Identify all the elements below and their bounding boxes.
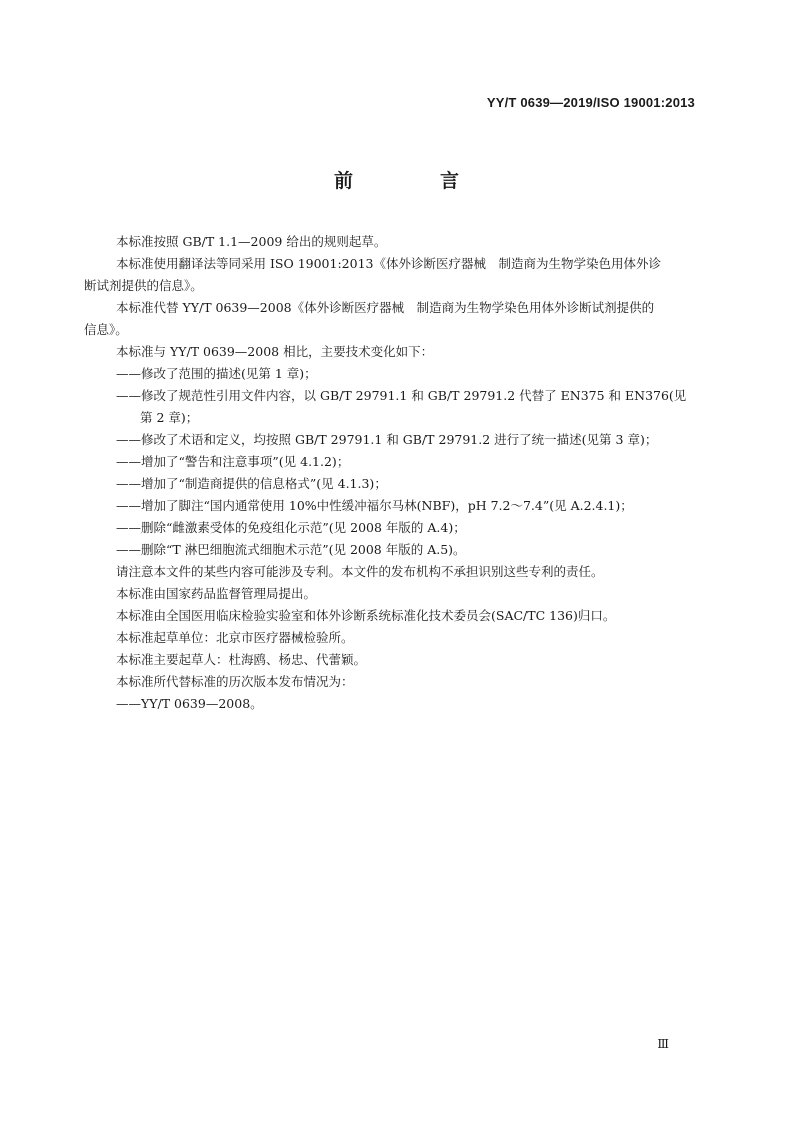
paragraph-line: 本标准主要起草人：杜海鸥、杨忠、代蕾颖。	[116, 652, 367, 667]
paragraph-line: 请注意本文件的某些内容可能涉及专利。本文件的发布机构不承担识别这些专利的责任。	[116, 564, 604, 579]
change-item: ——修改了范围的描述(见第 1 章)；	[116, 366, 317, 381]
page-number: Ⅲ	[657, 1037, 669, 1051]
preface-body	[84, 231, 698, 715]
change-item: ——增加了“警告和注意事项”(见 4.1.2)；	[116, 454, 350, 469]
change-item: ——修改了规范性引用文件内容，以 GB/T 29791.1 和 GB/T 29791.2 代替了 EN375 和 EN376(见	[116, 388, 687, 403]
paragraph-line: 本标准由国家药品监督管理局提出。	[116, 586, 317, 601]
paragraph-line: 本标准按照 GB/T 1.1—2009 给出的规则起草。	[116, 234, 387, 249]
paragraph-line: 本标准使用翻译法等同采用 ISO 19001:2013《体外诊断医疗器械 制造商为生物学染色用体外诊	[116, 256, 661, 271]
paragraph-line: 本标准由全国医用临床检验实验室和体外诊断系统标准化技术委员会(SAC/TC 136)归口。	[116, 608, 616, 623]
history-item: ——YY/T 0639—2008。	[116, 696, 263, 711]
change-item: 第 2 章)；	[140, 410, 199, 425]
change-item: ——删除“T 淋巴细胞流式细胞术示范”(见 2008 年版的 A.5)。	[116, 542, 466, 557]
paragraph-line: 本标准所代替标准的历次版本发布情况为：	[116, 674, 354, 689]
page-title: 前 言	[333, 170, 493, 192]
paragraph-line: 本标准代替 YY/T 0639—2008《体外诊断医疗器械 制造商为生物学染色用体外诊断试剂提供的	[116, 300, 655, 315]
change-item: ——增加了脚注“国内通常使用 10%中性缓冲福尔马林(NBF)，pH 7.2～7.4”(见 A.2.4.1)；	[116, 498, 633, 513]
change-item: ——删除“雌激素受体的免疫组化示范”(见 2008 年版的 A.4)；	[116, 520, 466, 535]
header-standard-code: YY/T 0639—2019/ISO 19001:2013	[486, 95, 695, 110]
change-item: ——修改了术语和定义，均按照 GB/T 29791.1 和 GB/T 29791.2 进行了统一描述(见第 3 章)；	[116, 432, 658, 447]
paragraph-line: 本标准起草单位：北京市医疗器械检验所。	[116, 630, 354, 645]
paragraph-line: 断试剂提供的信息》。	[84, 278, 203, 293]
change-item: ——增加了“制造商提供的信息格式”(见 4.1.3)；	[116, 476, 387, 491]
paragraph-line: 信息》。	[84, 322, 128, 337]
paragraph-line: 本标准与 YY/T 0639—2008 相比，主要技术变化如下：	[116, 344, 434, 359]
